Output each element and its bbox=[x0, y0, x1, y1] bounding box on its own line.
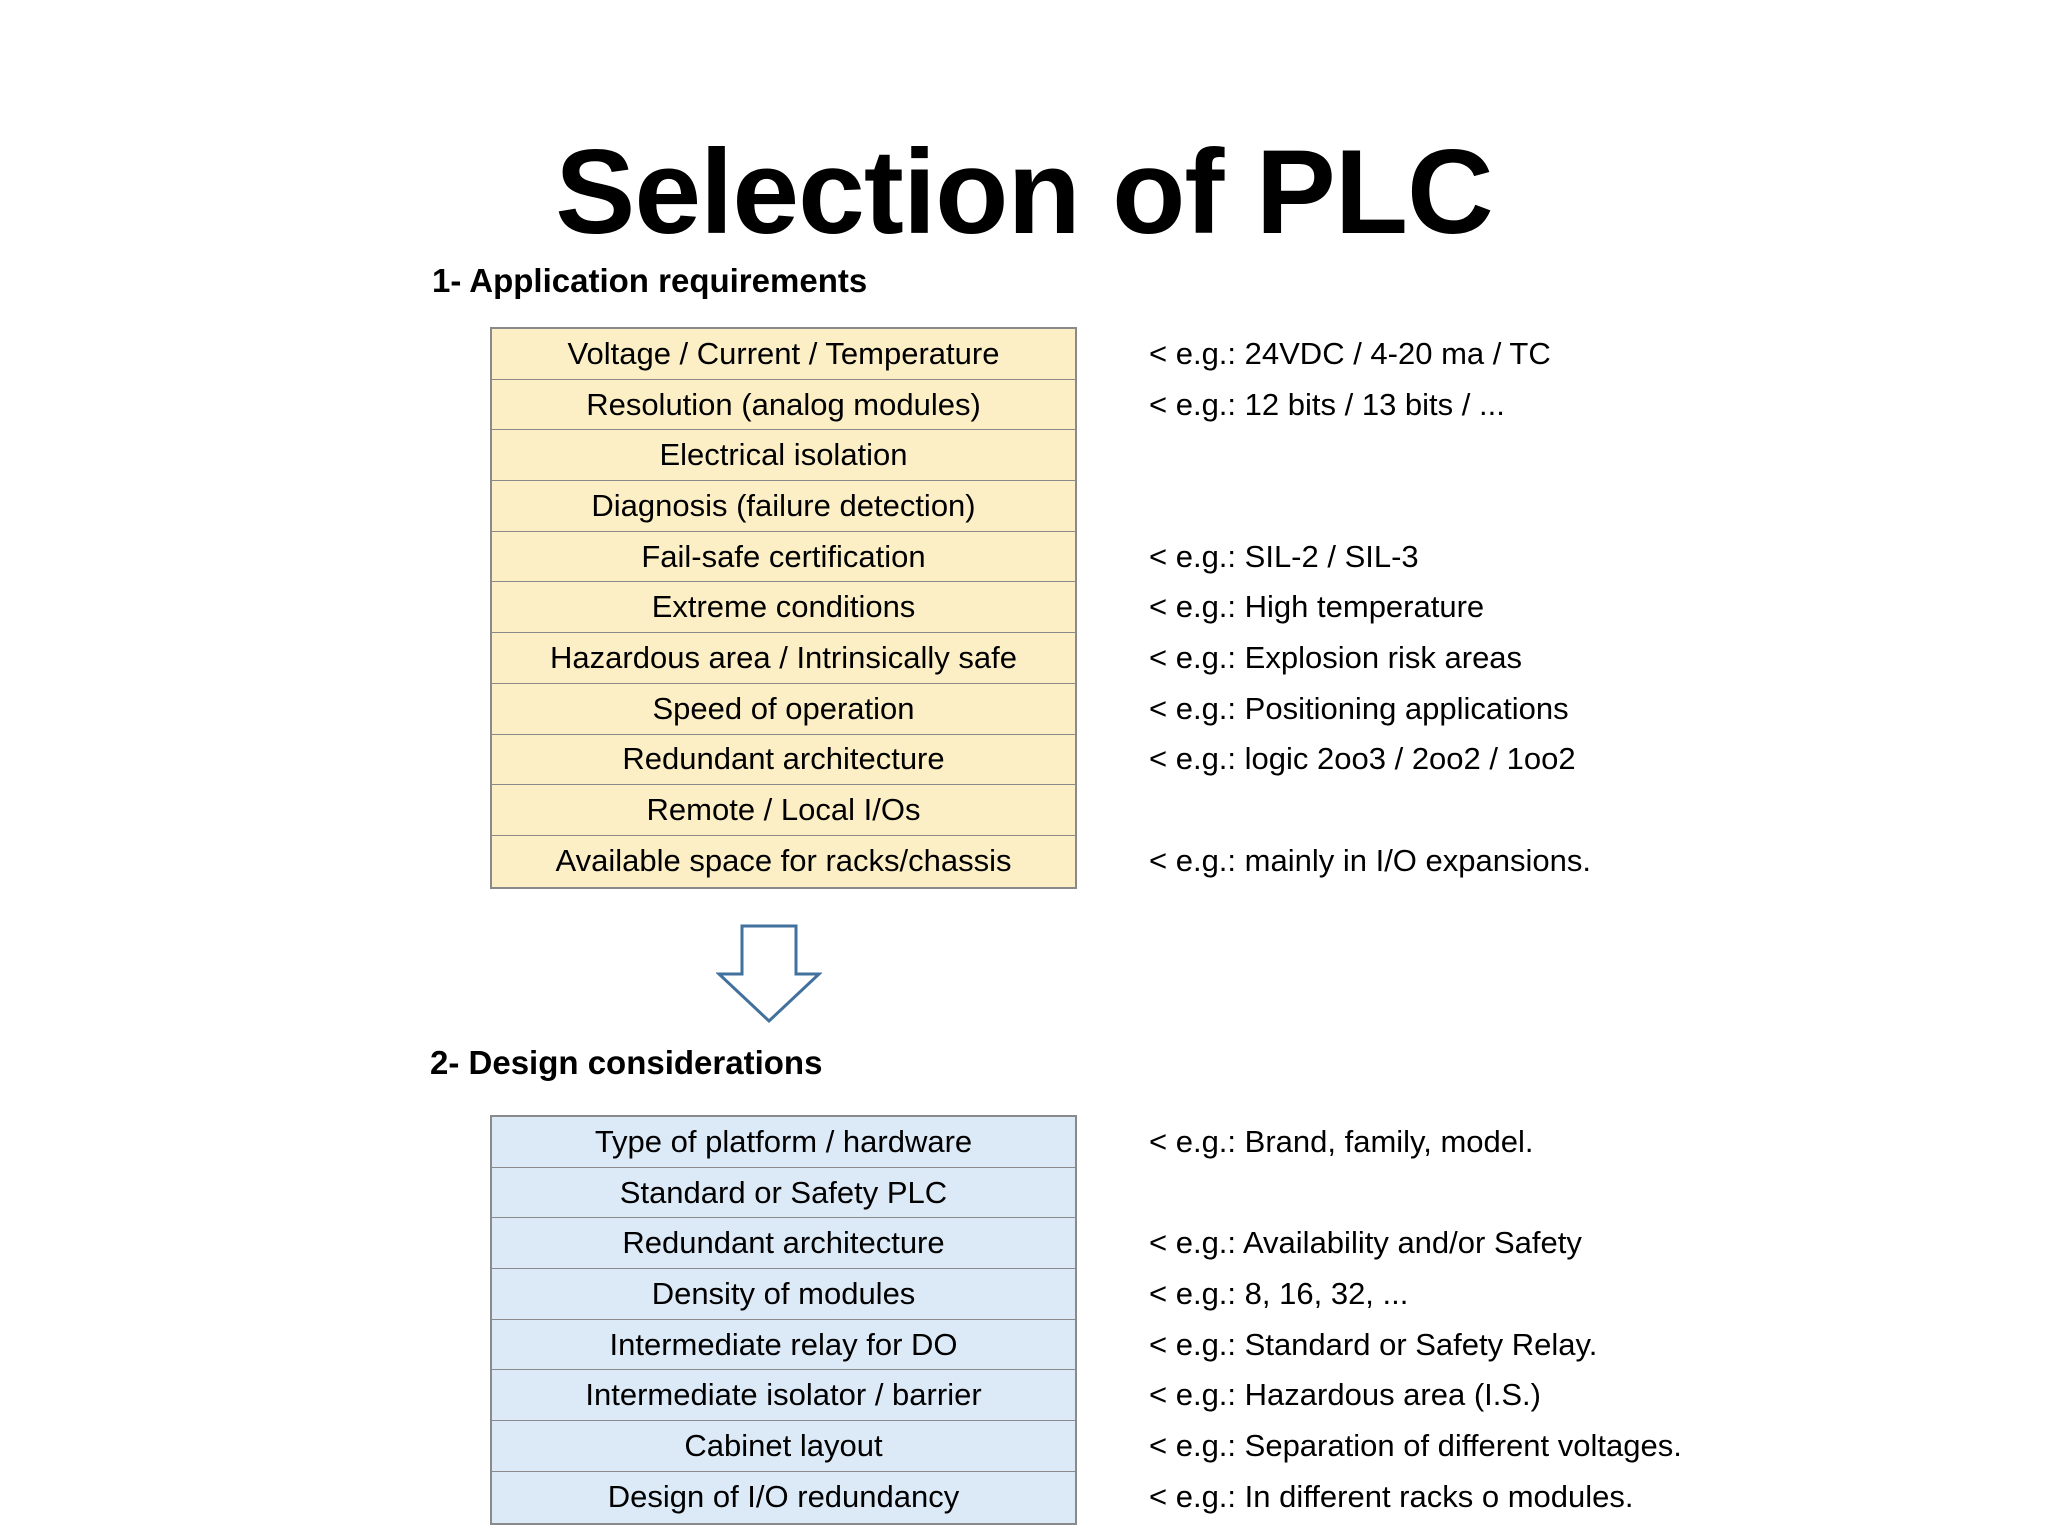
table-row: Remote / Local I/Os bbox=[492, 785, 1075, 836]
table-row: Electrical isolation bbox=[492, 430, 1075, 481]
example-note: < e.g.: In different racks o modules. bbox=[1149, 1479, 1634, 1514]
table-row: Type of platform / hardware bbox=[492, 1117, 1075, 1168]
table-row: Design of I/O redundancy bbox=[492, 1472, 1075, 1523]
table-row: Redundant architecture bbox=[492, 1218, 1075, 1269]
example-note: < e.g.: Separation of different voltages. bbox=[1149, 1428, 1682, 1463]
example-note: < e.g.: logic 2oo3 / 2oo2 / 1oo2 bbox=[1149, 741, 1576, 776]
table-row: Resolution (analog modules) bbox=[492, 380, 1075, 431]
table-row: Speed of operation bbox=[492, 684, 1075, 735]
table-row: Available space for racks/chassis bbox=[492, 836, 1075, 887]
example-note: < e.g.: 12 bits / 13 bits / ... bbox=[1149, 387, 1505, 422]
application-requirements-table bbox=[490, 327, 1077, 889]
example-note: < e.g.: Standard or Safety Relay. bbox=[1149, 1327, 1598, 1362]
example-note: < e.g.: Availability and/or Safety bbox=[1149, 1225, 1582, 1260]
table-row: Extreme conditions bbox=[492, 582, 1075, 633]
table-row: Intermediate relay for DO bbox=[492, 1320, 1075, 1371]
table-row: Density of modules bbox=[492, 1269, 1075, 1320]
example-note: < e.g.: Positioning applications bbox=[1149, 691, 1569, 726]
example-note: < e.g.: Hazardous area (I.S.) bbox=[1149, 1377, 1541, 1412]
example-note: < e.g.: Explosion risk areas bbox=[1149, 640, 1523, 675]
example-note: < e.g.: mainly in I/O expansions. bbox=[1149, 843, 1591, 878]
section-heading-design-considerations: 2- Design considerations bbox=[430, 1044, 823, 1081]
table-row: Cabinet layout bbox=[492, 1421, 1075, 1472]
page-title: Selection of PLC bbox=[555, 125, 1493, 259]
example-note: < e.g.: Brand, family, model. bbox=[1149, 1124, 1534, 1159]
table-row: Diagnosis (failure detection) bbox=[492, 481, 1075, 532]
table-row: Redundant architecture bbox=[492, 735, 1075, 786]
table-row: Intermediate isolator / barrier bbox=[492, 1370, 1075, 1421]
example-note: < e.g.: 24VDC / 4-20 ma / TC bbox=[1149, 336, 1551, 371]
down-arrow-icon bbox=[716, 924, 822, 1024]
section-heading-application-requirements: 1- Application requirements bbox=[432, 262, 868, 299]
example-note: < e.g.: 8, 16, 32, ... bbox=[1149, 1276, 1409, 1311]
table-row: Hazardous area / Intrinsically safe bbox=[492, 633, 1075, 684]
example-note: < e.g.: High temperature bbox=[1149, 589, 1485, 624]
example-note: < e.g.: SIL-2 / SIL-3 bbox=[1149, 539, 1419, 574]
table-row: Voltage / Current / Temperature bbox=[492, 329, 1075, 380]
table-row: Fail-safe certification bbox=[492, 532, 1075, 583]
table-row: Standard or Safety PLC bbox=[492, 1168, 1075, 1219]
design-considerations-table bbox=[490, 1115, 1077, 1525]
